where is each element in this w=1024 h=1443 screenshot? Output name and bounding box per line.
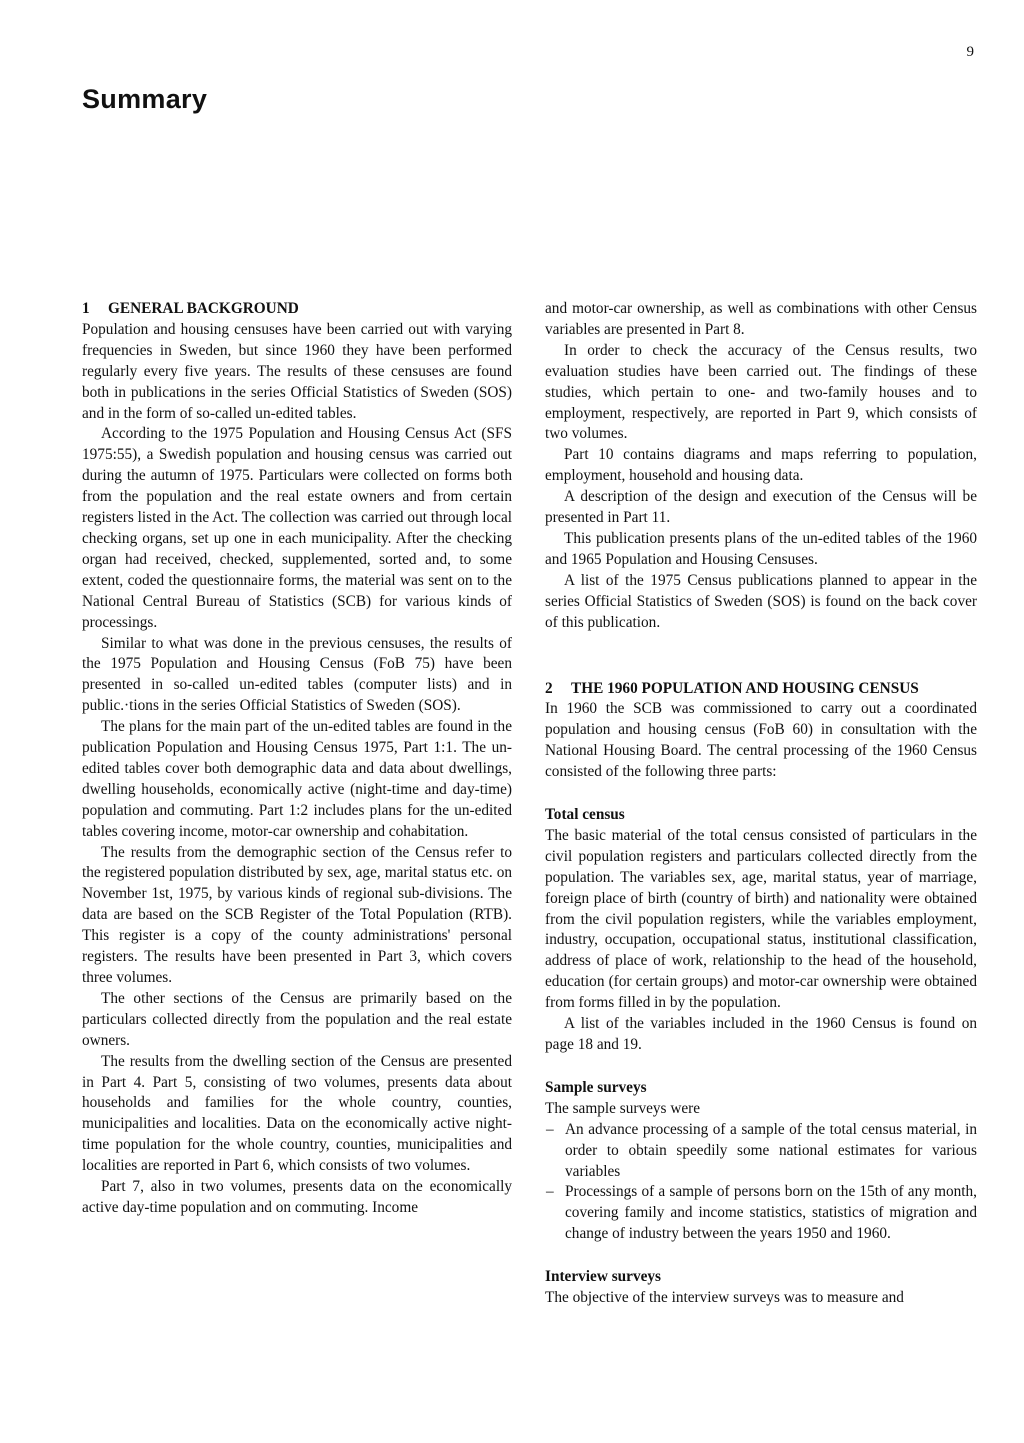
body-paragraph: A list of the variables included in the 1960 Census is found on page 18 and 19. [545,1015,977,1053]
body-paragraph: In 1960 the SCB was commissioned to carry out a coordinated population and housing census (FoB 60) in consultation with the National Housing Board. The central processing of the 1960 Census consisted of the following three parts: [545,700,977,781]
body-paragraph: The objective of the interview surveys was to measure and [545,1289,904,1307]
body-paragraph: The other sections of the Census are primarily based on the particulars collected directly from the population and the real estate owners. [82,989,512,1049]
section-gap [545,634,977,679]
body-paragraph: The results from the dwelling section of the Census are presented in Part 4. Part 5, consisting of two volumes, presents data about households and families for the whole country, counties, municipalities and localities. Data on the economically active night-time population for the whole country, counties, municipalities and localities are reported in Part 6, which consists of two volumes. [82,1052,512,1175]
body-paragraph: According to the 1975 Population and Housing Census Act (SFS 1975:55), a Swedish population and housing census was carried out during the autumn of 1975. Particulars were collected on forms both from the population and the real estate owners and from certain registers listed in the Act. The collection was carried out through local checking organs, set up one in each municipality. After the checking organ had received, checked, supplemented, sorted and, to some extent, coded the questionnaire forms, the material was sent on to the National Central Bureau of Statistics (SCB) for various kinds of processings. [82,425,512,631]
subsection-gap [545,783,977,805]
section-title: GENERAL BACKGROUND [108,300,299,317]
body-paragraph: The plans for the main part of the un-edited tables are found in the publication Population and Housing Census 1975, Part 1:1. The un-edited tables cover both demographic data and data about dwellings, dwelling households, economically active (night-time and day-time) population and commuting. Part 1:2 includes plans for the un-edited tables covering income, motor-car ownership and cohabitation. [82,718,512,840]
body-paragraph: A description of the design and execution of the Census will be presented in Part 11. [545,488,977,527]
body-paragraph: This publication presents plans of the un-edited tables of the 1960 and 1965 Population and Housing Censuses. [545,529,977,568]
body-paragraph: The results from the demographic section of the Census refer to the registered population distributed by sex, age, marital status etc. on November 1st, 1975, by various kinds of regional sub-divisions. The data are based on the SCB Register of the Total Population (RTB). This register is a copy of the county administrations' personal registers. The results have been presented in Part 3, which covers three volumes. [82,843,512,986]
page-title: Summary [82,84,208,114]
body-paragraph: Similar to what was done in the previous censuses, the results of the 1975 Population and Housing Census (FoB 75) have been presented in so-called un-edited tables (computer lists) and in public.·tions in the series Official Statistics of Sweden (SOS). [82,634,512,715]
section-title: THE 1960 POPULATION AND HOUSING CENSUS [571,679,919,697]
subsection-heading-interview-surveys: Interview surveys [545,1268,661,1286]
body-paragraph: The basic material of the total census consisted of particulars in the civil population registers and particulars collected directly from the population. The variables sex, age, marital status, year of marriage, foreign place of birth (country of birth) and nationality were obtained from the civil population registers, while the variables employment, industry, occupation, occupational status, institutional classification, address of place of work, relationship to the head of the household, education (for certain groups) and motor-car ownership were obtained from forms filled in by the population. [545,826,977,1012]
body-paragraph: In order to check the accuracy of the Census results, two evaluation studies have been carried out. The findings of these studies, which pertain to one- and two-family houses and to employment, respectively, are reported in Part 9, which consists of two volumes. [545,341,977,443]
sample-survey-list [545,1120,977,1245]
left-column [82,299,512,1219]
section-1-heading [82,299,512,320]
section-2-heading [545,679,977,700]
section-number: 2 [545,679,553,697]
subsection-gap [545,1245,977,1267]
page-number: 9 [966,44,974,60]
body-paragraph: Population and housing censuses have been carried out with varying frequencies in Sweden, but since 1960 they have been performed regularly every five years. The results of these censuses are found both in publications in the series Official Statistics of Sweden (SOS) and in the form of so-called un-edited tables. [82,320,512,422]
list-item: – Processings of a sample of persons born on the 15th of any month, covering family and income statistics, statistics of migration and change of industry between the years 1950 and 1960. [545,1182,977,1245]
subsection-heading-sample-surveys: Sample surveys [545,1078,647,1096]
body-paragraph: Part 7, also in two volumes, presents data on the economically active day-time population and on commuting. Income [82,1178,512,1216]
subsection-heading-total-census: Total census [545,806,625,824]
body-paragraph: and motor-car ownership, as well as combinations with other Census variables are presented in Part 8. [545,300,977,338]
section-number: 1 [82,300,90,317]
right-column [545,299,977,1309]
list-item: – An advance processing of a sample of the total census material, in order to obtain speedily some national estimates for various variables [545,1120,977,1183]
body-paragraph: Part 10 contains diagrams and maps referring to population, employment, household and housing data. [545,446,977,485]
subsection-gap [545,1056,977,1078]
body-paragraph: A list of the 1975 Census publications planned to appear in the series Official Statistics of Sweden (SOS) is found on the back cover of this publication. [545,571,977,631]
body-paragraph: The sample surveys were [545,1099,701,1117]
